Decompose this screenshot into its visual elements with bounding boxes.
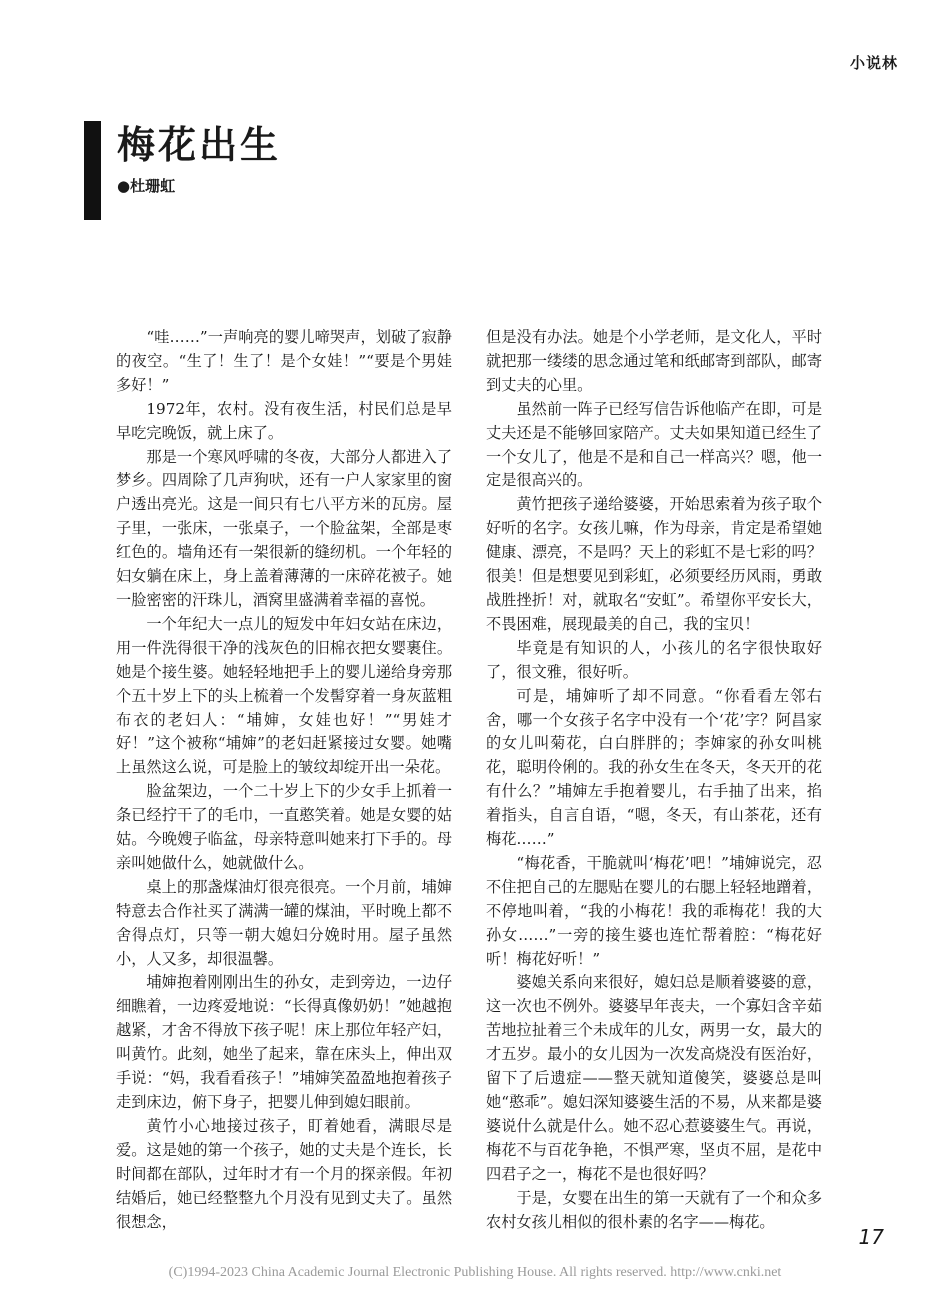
paragraph: 于是，女婴在出生的第一天就有了一个和众多农村女孩儿相似的很朴素的名字——梅花。 <box>486 1188 822 1231</box>
paragraph: 那是一个寒风呼啸的冬夜，大部分人都进入了梦乡。四周除了几声狗吠，还有一户人家家里的窗户透出亮光。这是一间只有七八平方米的瓦房。屋子里，一张床，一张桌子，一个脸盆架，全部是枣红色的。墙角还有一架很新的缝纫机。一个年轻的妇女躺在床上，身上盖着薄薄的一床碎花被子。她一脸密密的汗珠儿，酒窝里盛满着幸福的喜悦。 <box>116 447 452 609</box>
page-number: 17 <box>858 1225 884 1249</box>
paragraph: 黄竹小心地接过孩子，盯着她看，满眼尽是爱。这是她的第一个孩子，她的丈夫是个连长，长时间都在部队，过年时才有一个月的探亲假。年初结婚后，她已经整整九个月没有见到丈夫了。虽然很想念， <box>116 1116 452 1231</box>
article-author: ●杜珊虹 <box>117 177 176 195</box>
paragraph: 虽然前一阵子已经写信告诉他临产在即，可是丈夫还是不能够回家陪产。丈夫如果知道已经生了一个女儿了，他是不是和自己一样高兴？嗯，他一定是很高兴的。 <box>486 399 822 490</box>
paragraph: 婆媳关系向来很好，媳妇总是顺着婆婆的意，这一次也不例外。婆婆早年丧夫，一个寡妇含辛茹苦地拉扯着三个未成年的儿女，两男一女，最大的才五岁。最小的女儿因为一次发高烧没有医治好，留下了后遗症——整天就知道傻笑，婆婆总是叫她“憨乖”。媳妇深知婆婆生活的不易，从来都是婆婆说什么就是什么。她不忍心惹婆婆生气。再说，梅花不与百花争艳，不惧严寒，坚贞不屈，是花中四君子之一，梅花不是也很好吗？ <box>486 973 822 1183</box>
paragraph: “梅花香，干脆就叫‘梅花’吧！”埔婶说完，忍不住把自己的左腮贴在婴儿的右腮上轻轻地蹭着，不停地叫着，“我的小梅花！我的乖梅花！我的大孙女……”一旁的接生婆也连忙帮着腔：“梅花好听！梅花好听！” <box>486 853 822 968</box>
title-accent-bar <box>84 121 101 220</box>
paragraph: 埔婶抱着刚刚出生的孙女，走到旁边，一边仔细瞧着，一边疼爱地说：“长得真像奶奶！”她越抱越紧，才舍不得放下孩子呢！床上那位年轻产妇，叫黄竹。此刻，她坐了起来，靠在床头上，伸出双手说：“妈，我看看孩子！”埔婶笑盈盈地抱着孩子走到床边，俯下身子，把婴儿伸到媳妇眼前。 <box>116 973 452 1111</box>
body-column-left <box>116 326 452 1234</box>
paragraph: 黄竹把孩子递给婆婆，开始思索着为孩子取个好听的名字。女孩儿嘛，作为母亲，肯定是希望她健康、漂亮，不是吗？天上的彩虹不是七彩的吗？很美！但是想要见到彩虹，必须要经历风雨，勇敢战胜挫折！对，就取名“安虹”。希望你平安长大，不畏困难，展现最美的自己，我的宝贝！ <box>486 495 822 633</box>
copyright-watermark: (C)1994-2023 China Academic Journal Electronic Publishing House. All rights reserved. http://www.cnki.net <box>168 1265 782 1280</box>
paragraph: 一个年纪大一点儿的短发中年妇女站在床边，用一件洗得很干净的浅灰色的旧棉衣把女婴裹住。她是个接生婆。她轻轻地把手上的婴儿递给身旁那个五十岁上下的头上梳着一个发髻穿着一身灰蓝粗布衣的老妇人：“埔婶，女娃也好！”“男娃才好！”这个被称“埔婶”的老妇赶紧接过女婴。她嘴上虽然这么说，可是脸上的皱纹却绽开出一朵花。 <box>116 614 452 777</box>
article-title: 梅花出生 <box>117 123 282 167</box>
paragraph: “哇……”一声响亮的婴儿啼哭声，划破了寂静的夜空。“生了！生了！是个女娃！”“要是个男娃多好！” <box>116 328 452 394</box>
paragraph: 桌上的那盏煤油灯很亮很亮。一个月前，埔婶特意去合作社买了满满一罐的煤油，平时晚上都不舍得点灯，只等一朝大媳妇分娩时用。屋子虽然小，人又多，却很温馨。 <box>116 877 452 968</box>
paragraph: 脸盆架边，一个二十岁上下的少女手上抓着一条已经拧干了的毛巾，一直憨笑着。她是女婴的姑姑。今晚嫂子临盆，母亲特意叫她来打下手的。母亲叫她做什么，她就做什么。 <box>116 782 452 872</box>
section-tag: 小说林 <box>849 54 898 72</box>
body-column-right <box>486 326 822 1234</box>
paragraph: 毕竟是有知识的人，小孩儿的名字很快取好了，很文雅，很好听。 <box>486 638 822 681</box>
paragraph-continued: 但是没有办法。她是个小学老师，是文化人，平时就把那一缕缕的思念通过笔和纸邮寄到部队，邮寄到丈夫的心里。 <box>486 328 822 394</box>
paragraph: 可是，埔婶听了却不同意。“你看看左邻右舍，哪一个女孩子名字中没有一个‘花’字？阿昌家的女儿叫菊花，白白胖胖的；李婶家的孙女叫桃花，聪明伶俐的。我的孙女生在冬天，冬天开的花有什么？”埔婶左手抱着婴儿，右手抽了出来，掐着指头，自言自语，“嗯，冬天，有山茶花，还有梅花……” <box>486 686 822 849</box>
paragraph: 1972年，农村。没有夜生活，村民们总是早早吃完晚饭，就上床了。 <box>116 399 452 442</box>
